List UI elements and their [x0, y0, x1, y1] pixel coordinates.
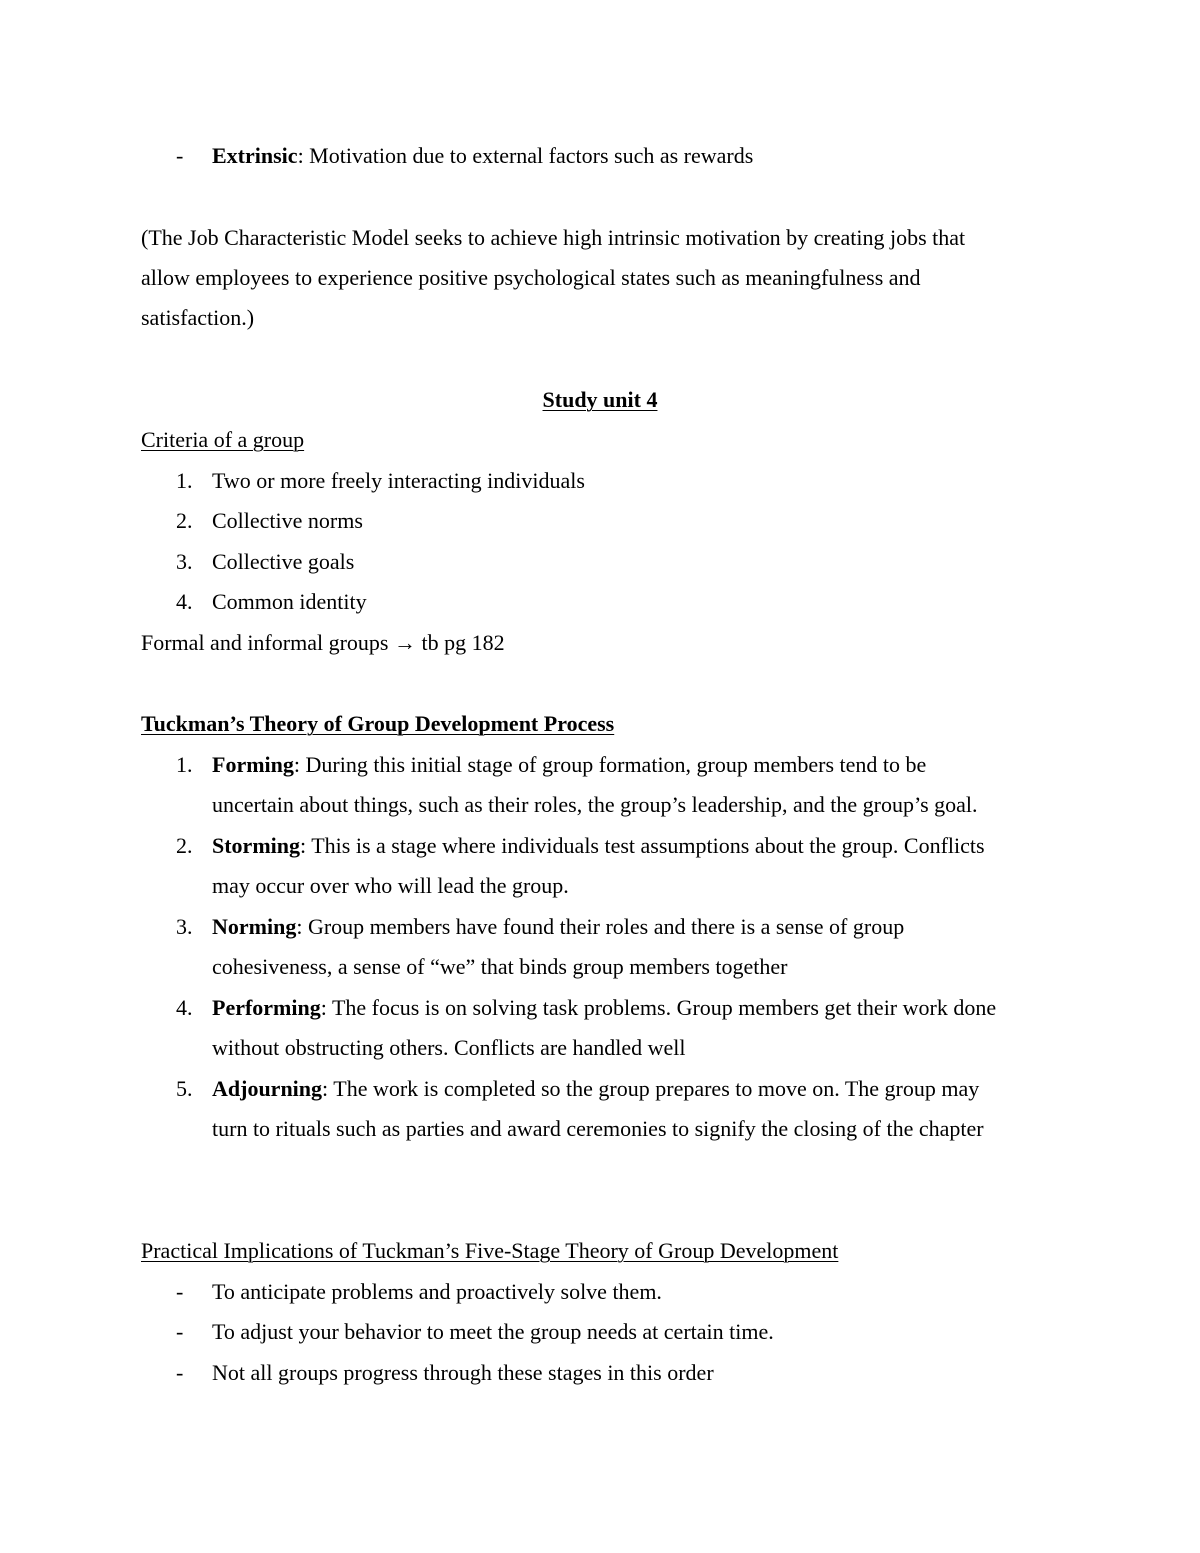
stage-term: Adjourning [212, 1076, 323, 1101]
list-number: 1. [176, 752, 193, 777]
list-number: 1. [176, 468, 193, 493]
stage-line-continued: turn to rituals such as parties and award ceremonies to signify the closing of the chapter [212, 1116, 984, 1141]
implications-heading-text: Practical Implications of Tuckman’s Five-Stage Theory of Group Development [141, 1238, 839, 1263]
stage-text: : During this initial stage of group formation, group members tend to be [293, 752, 927, 777]
bullet-dash: - [176, 1279, 184, 1304]
stage-line [212, 833, 985, 859]
extrinsic-line [212, 143, 753, 169]
stage-text: : The focus is on solving task problems. Group members get their work done [320, 995, 997, 1020]
tuckman-heading-text: Tuckman’s Theory of Group Development Process [141, 711, 615, 736]
list-number: 3. [176, 914, 193, 939]
list-number: 2. [176, 833, 193, 858]
list-number: 5. [176, 1076, 193, 1101]
implication-item: Not all groups progress through these stages in this order [212, 1360, 714, 1385]
unit-title: Study unit 4 [542, 387, 658, 412]
jcm-note-line: allow employees to experience positive psychological states such as meaningfulness and [141, 265, 921, 290]
list-number: 3. [176, 549, 193, 574]
jcm-note-line: (The Job Characteristic Model seeks to achieve high intrinsic motivation by creating jobs that [141, 225, 966, 250]
stage-term: Forming [212, 752, 294, 777]
criteria-item: Collective norms [212, 508, 363, 533]
jcm-note-line: satisfaction.) [141, 305, 255, 330]
criteria-heading-text: Criteria of a group [141, 427, 305, 452]
unit-title-wrap [0, 387, 1200, 413]
criteria-item: Common identity [212, 589, 367, 614]
stage-term: Norming [212, 914, 297, 939]
stage-line [212, 995, 996, 1021]
criteria-heading [141, 427, 304, 453]
stage-text: : Group members have found their roles and there is a sense of group [296, 914, 905, 939]
extrinsic-term: Extrinsic [212, 143, 298, 168]
criteria-item: Two or more freely interacting individuals [212, 468, 585, 493]
bullet-dash: - [176, 1360, 184, 1385]
implications-heading [141, 1238, 838, 1264]
implication-item: To anticipate problems and proactively solve them. [212, 1279, 662, 1304]
extrinsic-text: : Motivation due to external factors such as rewards [297, 143, 754, 168]
stage-line-continued: cohesiveness, a sense of “we” that binds group members together [212, 954, 788, 979]
stage-line [212, 752, 926, 778]
list-number: 2. [176, 508, 193, 533]
list-number: 4. [176, 589, 193, 614]
stage-line [212, 1076, 979, 1102]
stage-text: : This is a stage where individuals test assumptions about the group. Conflicts [300, 833, 985, 858]
stage-line [212, 914, 904, 940]
bullet-dash: - [176, 143, 184, 168]
list-number: 4. [176, 995, 193, 1020]
stage-term: Performing [212, 995, 321, 1020]
stage-line-continued: without obstructing others. Conflicts are handled well [212, 1035, 686, 1060]
stage-term: Storming [212, 833, 300, 858]
formal-informal-note: Formal and informal groups → tb pg 182 [141, 630, 505, 655]
stage-line-continued: may occur over who will lead the group. [212, 873, 569, 898]
stage-text: : The work is completed so the group prepares to move on. The group may [322, 1076, 980, 1101]
tuckman-heading [141, 711, 614, 737]
stage-line-continued: uncertain about things, such as their roles, the group’s leadership, and the group’s goal. [212, 792, 978, 817]
criteria-item: Collective goals [212, 549, 355, 574]
implication-item: To adjust your behavior to meet the group needs at certain time. [212, 1319, 774, 1344]
bullet-dash: - [176, 1319, 184, 1344]
